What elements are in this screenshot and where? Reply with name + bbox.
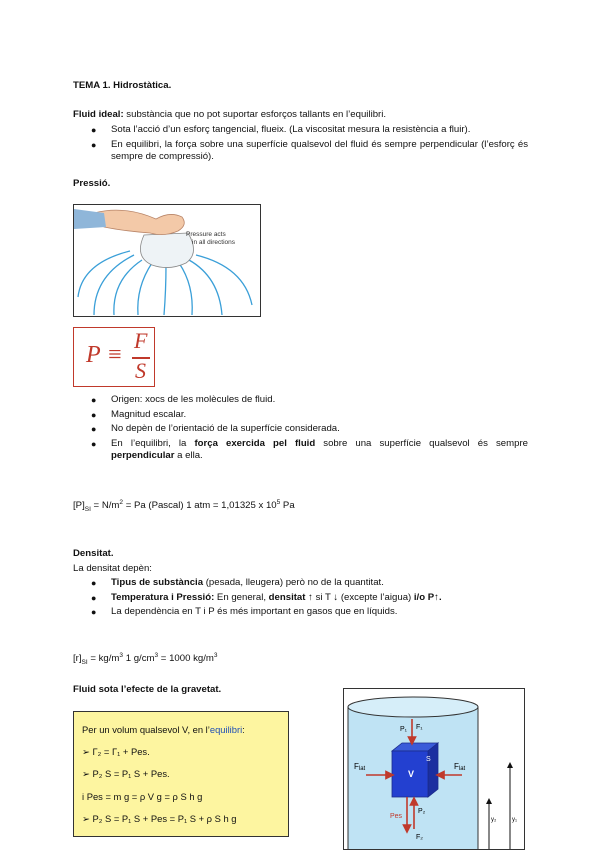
densitat-intro: La densitat depèn:	[73, 563, 152, 574]
bullet-icon: ●	[91, 607, 97, 617]
list-item: ● Tipus de substància (pesada, lleugera) però no de la quantitat.	[91, 577, 384, 588]
arrow-bullet-icon: ➢	[82, 746, 93, 757]
box-line-3: ➢ P₂ S = P₁ S + Pes.	[82, 768, 170, 779]
pressio-heading: Pressió.	[73, 178, 111, 189]
densitat-list	[73, 577, 528, 621]
formula-numerator: F	[134, 328, 148, 353]
arrow-bullet-icon: ➢	[82, 813, 93, 824]
label-f2: F₂	[416, 834, 423, 841]
box-line-2: ➢ Γ₂ = Γ₁ + Pes.	[82, 746, 150, 757]
caption-2: in all directions	[192, 239, 235, 246]
list-item: ● La dependència en T i P és més important en gasos que en líquids.	[91, 606, 398, 617]
caption-1: Pressure acts	[186, 231, 226, 238]
pressure-illustration	[73, 204, 261, 317]
bullet-icon: ●	[91, 139, 97, 150]
label-y2: y₂	[491, 817, 497, 823]
label-v: V	[408, 769, 415, 779]
label-f1: F₁	[416, 724, 423, 731]
formula-lhs: P	[86, 342, 101, 368]
bullet-icon: ●	[91, 592, 97, 603]
densitat-heading: Densitat.	[73, 548, 114, 559]
bullet-icon: ●	[91, 125, 97, 135]
fluid-ideal-definition	[73, 109, 386, 121]
list-item: ● Magnitud escalar.	[91, 408, 187, 420]
label-flat-right: Flat	[454, 762, 466, 772]
fluid-column-svg	[344, 689, 524, 849]
gravetat-heading: Fluid sota l’efecte de la gravetat.	[73, 684, 222, 695]
list-item: ● Origen: xocs de les molècules de fluid.	[91, 394, 276, 405]
box-line-4: i Pes = m g = ρ V g = ρ S h g	[82, 791, 203, 802]
fluid-ideal-term: Fluid ideal:	[73, 109, 124, 120]
pressure-formula	[73, 327, 155, 387]
densitat-units: $[r]_{SI} = kg/m^3$ 1 $g/cm^3 = 1000$ $kg/m^3$	[73, 652, 218, 667]
formula-eq: ≡	[108, 342, 122, 368]
list-item: ● Sota l’acció d’un esforç tangencial, flueix. (La viscositat mesura la resistència a fluir).	[91, 124, 471, 135]
formula-denominator: S	[135, 358, 146, 383]
label-s: S	[426, 756, 431, 763]
arrow-bullet-icon: ➢	[82, 768, 93, 779]
box-line-1: Per un volum qualsevol V, en l’equilibri:	[82, 724, 245, 735]
pressio-units: $[P]_{SI} = N/m^2 = Pa$ (Pascal) 1 atm = 1,01325 x $10^5$ Pa	[73, 499, 295, 514]
label-p2: P₂	[418, 808, 426, 815]
list-item: ● Temperatura i Pressió: En general, densitat ↑ si T ↓ (excepte l’aigua) i/o P↑.	[91, 591, 442, 603]
label-y1: y₁	[512, 817, 518, 823]
pressio-list	[73, 394, 528, 465]
list-item: ● En l’equilibri, la força exercida pel fluid sobre una superfície qualsevol és sempre perpendicular a ella.	[91, 437, 528, 461]
bullet-icon: ●	[91, 395, 97, 405]
label-pes: Pes	[390, 813, 403, 820]
bullet-icon: ●	[91, 424, 97, 434]
fluid-ideal-list	[73, 124, 528, 166]
bullet-icon: ●	[91, 578, 97, 588]
label-flat-left: Flat	[354, 762, 366, 772]
fluid-ideal-text: substància que no pot suportar esforços tallants en l’equilibri.	[123, 109, 387, 120]
page-title: TEMA 1. Hidrostàtica.	[73, 80, 172, 91]
label-p1: P₁	[400, 726, 408, 733]
bullet-icon: ●	[91, 438, 97, 449]
bullet-icon: ●	[91, 409, 97, 420]
box-line-5: ➢ P₂ S = P₁ S + Pes = P₁ S + ρ S h g	[82, 813, 237, 824]
pressure-hand-icon	[74, 205, 260, 316]
equilibrium-box	[73, 711, 289, 837]
fluid-column-diagram	[343, 688, 525, 850]
list-item: ● En equilibri, la força sobre una superfície qualsevol del fluid és sempre perpendicular (l’esforç és sempre de compressió).	[91, 138, 528, 162]
list-item: ● No depèn de l’orientació de la superfície considerada.	[91, 423, 340, 434]
